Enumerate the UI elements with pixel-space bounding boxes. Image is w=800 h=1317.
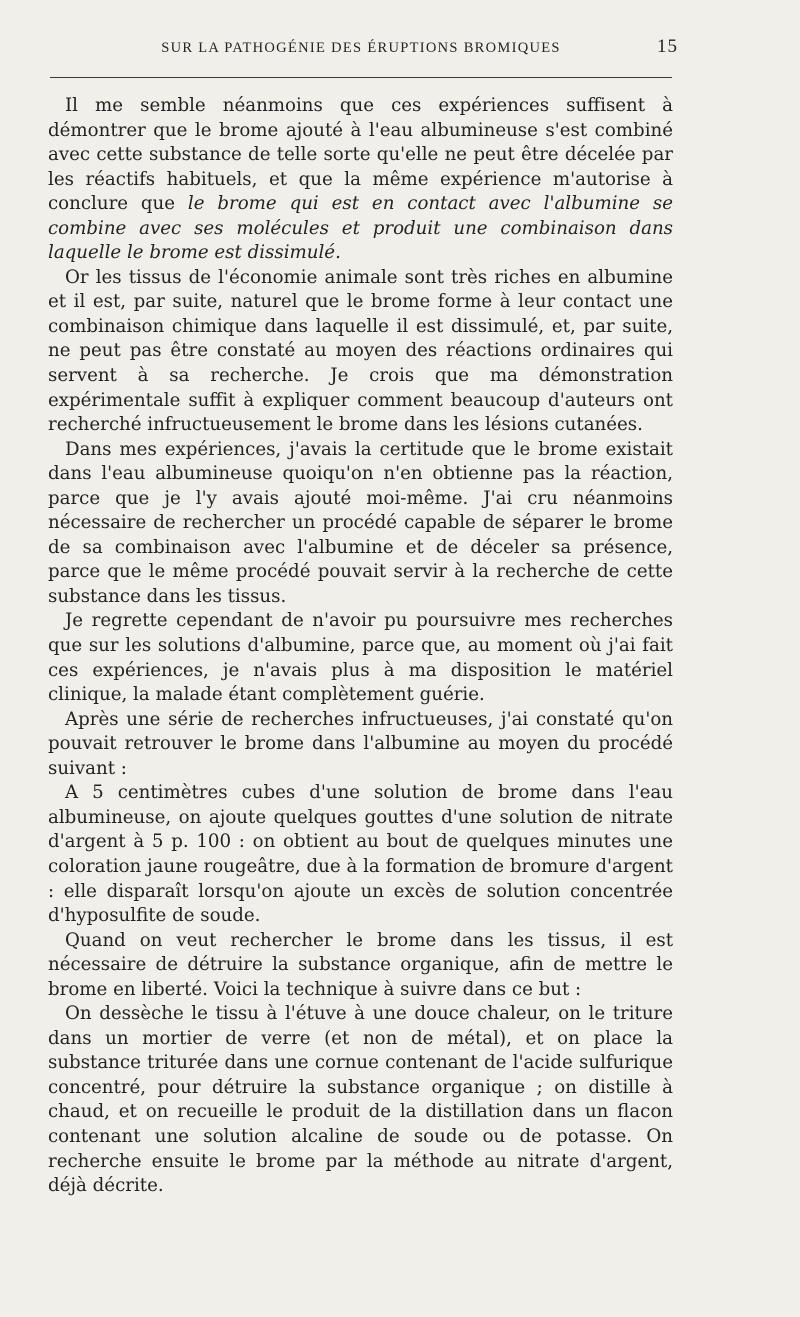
paragraph-1-italic-conclusion: le brome qui est en contact avec l'albumine se combine avec ses molécules et produit une combinaison dans laquelle le brome est dissimulé. bbox=[48, 193, 673, 264]
paragraph-1-text: Il me semble néanmoins que ces expériences suffisent à démontrer que le brome ajouté à l'eau albumineuse s'est combiné avec cette substance de telle sorte qu'elle ne peut être décelée par les réactifs habituels, et que la même expérience m'autorise à conclure que bbox=[48, 95, 673, 215]
paragraph-7: Quand on veut rechercher le brome dans les tissus, il est nécessaire de détruire la substance organique, afin de mettre le brome en liberté. Voici la technique à suivre dans ce but : bbox=[48, 929, 673, 1000]
paragraph-1 bbox=[48, 94, 673, 266]
header-rule bbox=[50, 77, 672, 78]
page-body bbox=[48, 94, 673, 1199]
paragraph-6: A 5 centimètres cubes d'une solution de brome dans l'eau albumineuse, on ajoute quelques gouttes d'une solution de nitrate d'argent à 5 p. 100 : on obtient au bout de quelques minutes une coloration jaune rougeâtre, due à la formation de bromure d'argent : elle disparaît lorsqu'on ajoute un excès de solution concentrée d'hyposulfite de soude. bbox=[48, 782, 673, 927]
paragraph-2: Or les tissus de l'économie animale sont très riches en albumine et il est, par suite, naturel que le brome forme à leur contact une combinaison chimique dans laquelle il est dissimulé, et, par suite, ne peut pas être constaté au moyen des réactions ordinaires qui servent à sa recherche. Je crois que ma démonstration expérimentale suffit à expliquer comment beaucoup d'auteurs ont recherché infructueusement le brome dans les lésions cutanées. bbox=[48, 266, 673, 436]
page-number: 15 bbox=[657, 36, 678, 57]
paragraph-5: Après une série de recherches infructueuses, j'ai constaté qu'on pouvait retrouver le brome dans l'albumine au moyen du procédé suivant : bbox=[48, 708, 673, 779]
paragraph-4: Je regrette cependant de n'avoir pu poursuivre mes recherches que sur les solutions d'albumine, parce que, au moment où j'ai fait ces expériences, je n'avais plus à ma disposition le matériel clinique, la malade étant complètement guérie. bbox=[48, 610, 673, 706]
paragraph-3: Dans mes expériences, j'avais la certitude que le brome existait dans l'eau albumineuse quoiqu'on n'en obtienne pas la réaction, parce que je l'y avais ajouté moi-même. J'ai cru néanmoins nécessaire de rechercher un procédé capable de séparer le brome de sa combinaison avec l'albumine et de déceler sa présence, parce que le même procédé pouvait servir à la recherche de cette substance dans les tissus. bbox=[48, 438, 673, 607]
running-title: SUR LA PATHOGÉNIE DES ÉRUPTIONS BROMIQUES bbox=[161, 40, 561, 56]
paragraph-8: On dessèche le tissu à l'étuve à une douce chaleur, on le triture dans un mortier de verre (et non de métal), et on place la substance triturée dans une cornue contenant de l'acide sulfurique concentré, pour détruire la substance organique ; on distille à chaud, et on recueille le produit de la distillation dans un flacon contenant une solution alcaline de soude ou de potasse. On recherche ensuite le brome par la méthode au nitrate d'argent, déjà décrite. bbox=[48, 1003, 673, 1197]
